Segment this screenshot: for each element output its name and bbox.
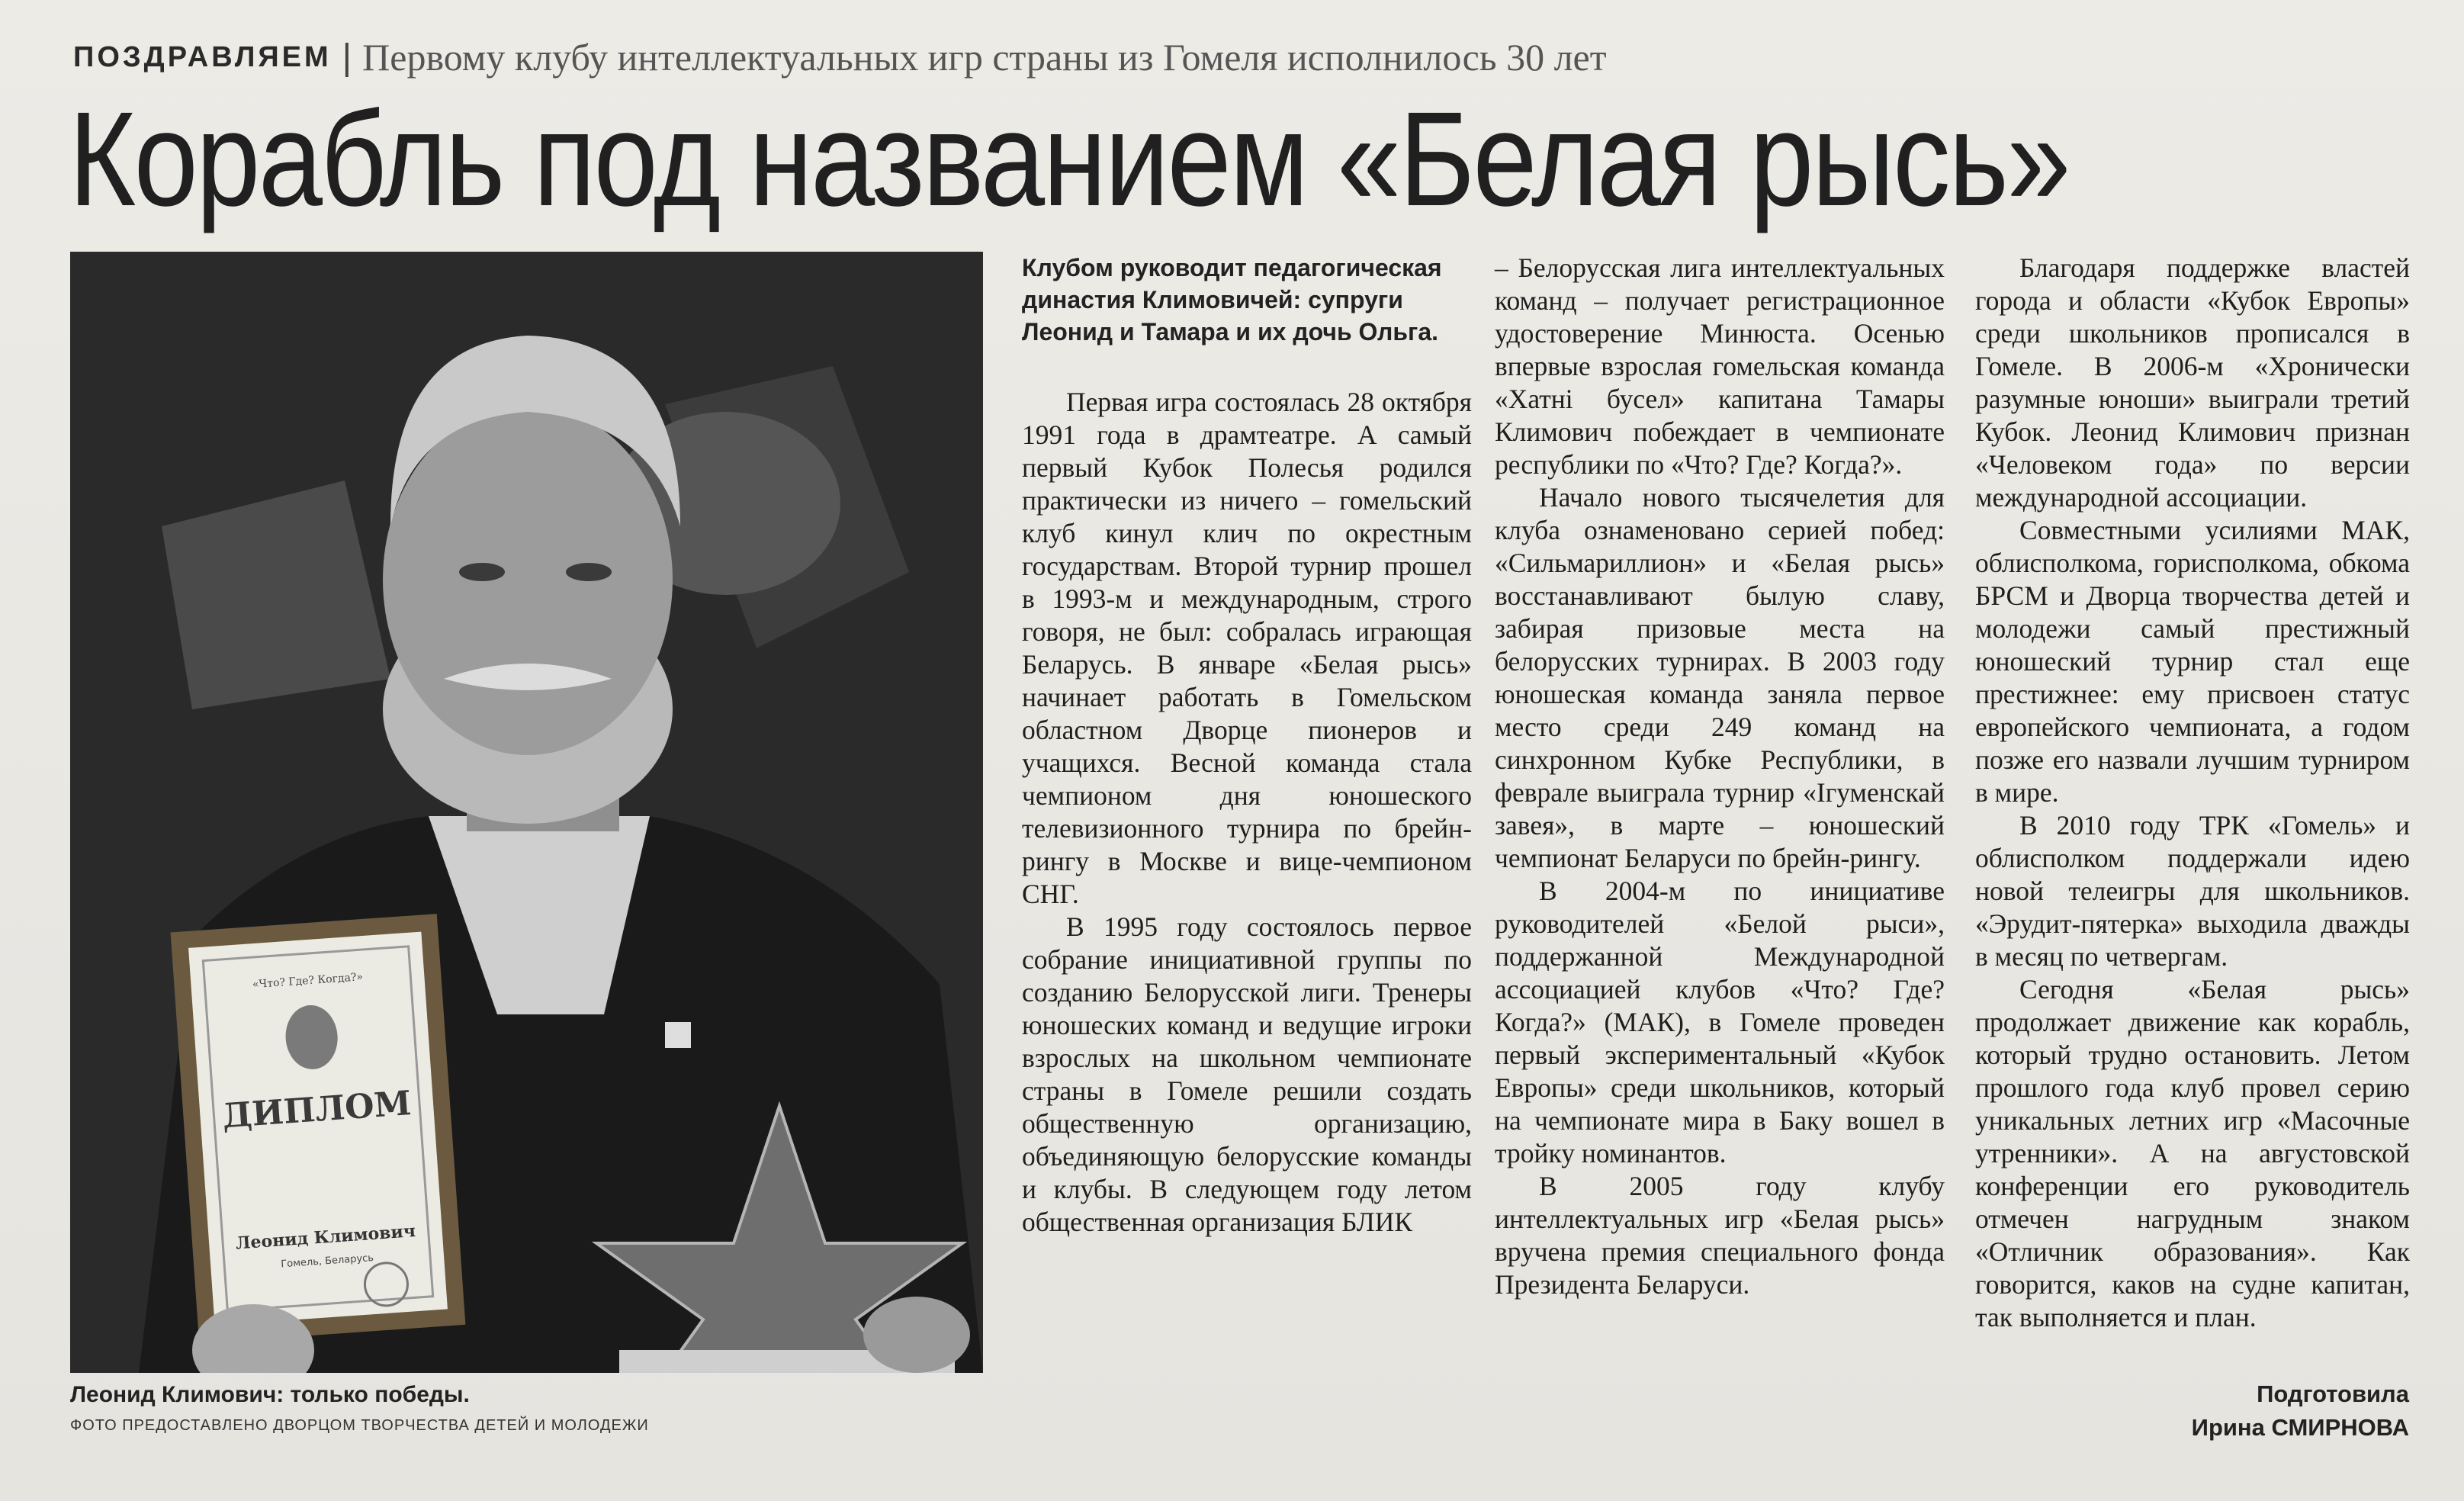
diploma-title: ДИПЛОМ bbox=[220, 1084, 413, 1136]
paragraph: В 1995 году состоялось первое собрание инициативной группы по созданию Белорусской лиги. Тренеры юношеских команд и ведущие игроки взрослых на школьном чемпионате страны в Гомеле решили создать общественную организацию, объединяющую белорусские команды и клубы. В следующем году летом общественная организация БЛИК bbox=[1022, 911, 1472, 1237]
paragraph: Благодаря поддержке властей города и области «Кубок Европы» среди школьников прописался в Гомеле. В 2006-м «Хронически разумные юноши» выиграли третий Кубок. Леонид Климович признан «Человеком года» по версии международной ассоциации. bbox=[1975, 252, 2410, 513]
paragraph: В 2004-м по инициативе руководителей «Белой рыси», поддержанной Международной ассоциацией клубов «Что? Где? Когда?» (МАК), в Гомеле проведен первый экспериментальный «Кубок Европы» среди школьников, который на чемпионате мира в Баку вошел в тройку номинантов. bbox=[1495, 876, 1945, 1168]
diploma-org: «Что? Где? Когда?» bbox=[252, 971, 364, 992]
byline-author: Ирина СМИРНОВА bbox=[2191, 1414, 2409, 1441]
paragraph: Начало нового тысячелетия для клуба ознаменовано серией побед: «Сильмариллион» и «Белая рысь» восстанавливают былую славу, забирая призовые места на белорусских турнирах. В 2003 году юношеская команда заняла первое место среди 249 команд на синхронном Кубке Республики, в феврале выиграла турнир «Ігуменскай завея», в марте – юношеский чемпионат Беларуси по брейн-рингу. bbox=[1495, 482, 1945, 873]
byline-label: Подготовила bbox=[2257, 1380, 2409, 1407]
photo-caption: Леонид Климович: только победы. bbox=[70, 1382, 470, 1407]
article-column-3 bbox=[1975, 252, 2410, 1334]
article-byline bbox=[2192, 1377, 2409, 1445]
article-kicker bbox=[73, 31, 1607, 84]
paragraph: В 2005 году клубу интеллектуальных игр «Белая рысь» вручена премия специального фонда Президента Беларуси. bbox=[1495, 1171, 1945, 1300]
article-lead: Клубом руководит педагогическая династия Климовичей: супруги Леонид и Тамара и их дочь Ольга. bbox=[1022, 254, 1442, 346]
diploma-city: Гомель, Беларусь bbox=[280, 1252, 374, 1271]
paragraph: Первая игра состоялась 28 октября 1991 года в драмтеатре. А самый первый Кубок Полесья родился практически из ничего – гомельский клуб кинул клич по окрестным государствам. Второй турнир прошел в 1993-м и международным, строго говоря, не был: собралась играющая Беларусь. В январе «Белая рысь» начинает работать в Гомельском областном Дворце пионеров и учащихся. Весной команда стала чемпионом дня юношеского телевизионного турнира по брейн-рингу в Москве и вице-чемпионом СНГ. bbox=[1022, 387, 1472, 909]
paragraph: Сегодня «Белая рысь» продолжает движение как корабль, который трудно остановить. Летом прошлого года клуб провел серию уникальных летних игр «Масочные утренники». А на августовской конференции его руководитель отмечен нагрудным знаком «Отличник образования». Как говорится, каков на судне капитан, так выполняется и план. bbox=[1975, 974, 2410, 1332]
article-column-1 bbox=[1022, 252, 1472, 1239]
article-headline: Корабль под названием «Белая рысь» bbox=[69, 85, 2069, 234]
article-column-2 bbox=[1495, 252, 1945, 1301]
rubric-label: ПОЗДРАВЛЯЕМ bbox=[73, 40, 332, 73]
rubric-separator: | bbox=[342, 37, 352, 78]
paragraph: – Белорусская лига интеллектуальных команд – получает регистрационное удостоверение Минюста. Осенью впервые взрослая гомельская команда «Хатні бусел» капитана Тамары Климович побеждает в чемпионате республики по «Что? Где? Когда?». bbox=[1495, 252, 1945, 480]
photo-credit: ФОТО ПРЕДОСТАВЛЕНО ДВОРЦОМ ТВОРЧЕСТВА ДЕТЕЙ И МОЛОДЕЖИ bbox=[70, 1417, 649, 1434]
paragraph: В 2010 году ТРК «Гомель» и облисполком поддержали идею новой телеигры для школьников. «Эрудит-пятерка» выходила дважды в месяц по четвергам. bbox=[1975, 810, 2410, 972]
article-photo bbox=[70, 252, 983, 1373]
paragraph: Совместными усилиями МАК, облисполкома, горисполкома, обкома БРСМ и Дворца творчества детей и молодежи самый престижный юношеский турнир стал еще престижнее: ему присвоен статус европейского чемпионата, а годом позже его назвали лучшим турниром в мире. bbox=[1975, 515, 2410, 808]
article-subhead: Первому клубу интеллектуальных игр страны из Гомеля исполнилось 30 лет bbox=[362, 36, 1607, 79]
diploma-name: Леонид Климович bbox=[235, 1221, 416, 1254]
